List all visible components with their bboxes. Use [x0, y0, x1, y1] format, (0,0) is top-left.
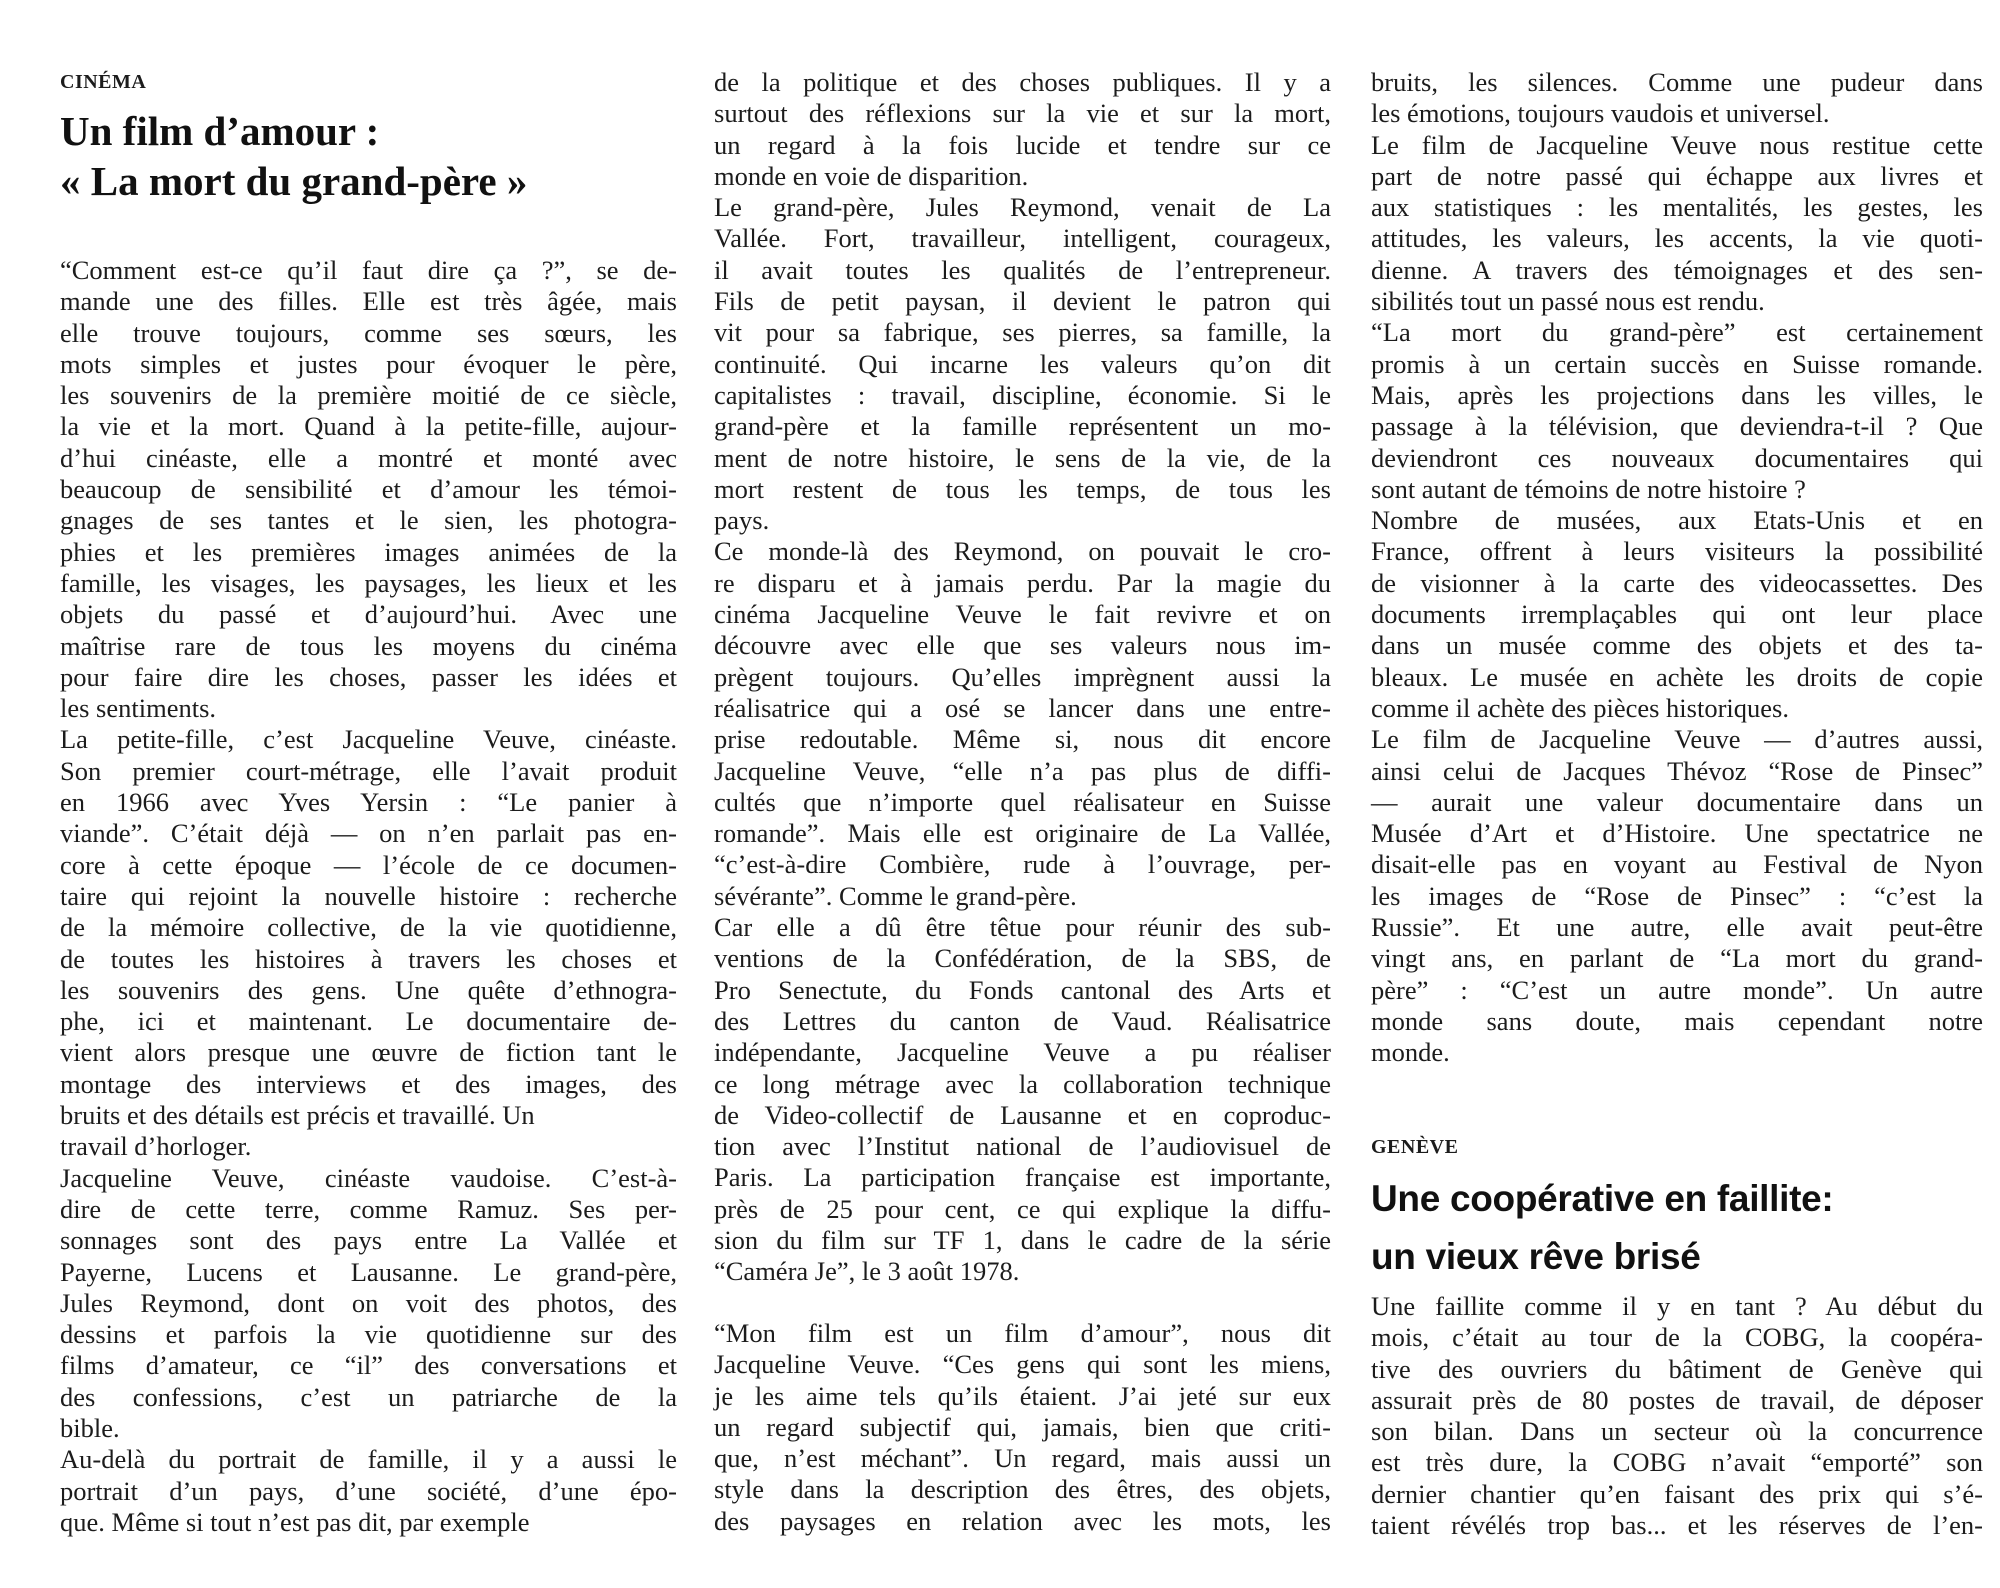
article-2-headline-line: Une coopérative en faillite:: [1371, 1178, 1834, 1219]
text-line: dernier chantier qu’en faisant des prix qui s’é-: [1371, 1478, 1983, 1509]
text-line: que. Même si tout n’est pas dit, par exemple: [60, 1506, 530, 1537]
article-2-headline: [1371, 1170, 1833, 1286]
text-line: films d’amateur, ce “il” des conversations et: [60, 1350, 677, 1381]
text-line: disait-elle pas en voyant au Festival de Nyon: [1371, 849, 1983, 880]
text-line: Paris. La participation française est importante,: [714, 1162, 1331, 1193]
text-line: “Comment est-ce qu’il faut dire ça ?”, se de-: [60, 255, 677, 285]
article-1-body-col-2: [714, 67, 1331, 1288]
text-line: capitalistes : travail, discipline, économie. Si le: [714, 379, 1331, 410]
text-line: sibilités tout un passé nous est rendu.: [1371, 286, 1765, 317]
article-1-body-col-3: [1371, 67, 1983, 1069]
text-line: re disparu et à jamais perdu. Par la magie du: [714, 567, 1331, 598]
text-line: vit pour sa fabrique, ses pierres, sa famille, la: [714, 317, 1331, 348]
text-line: “c’est-à-dire Combière, rude à l’ouvrage, per-: [714, 849, 1331, 880]
text-line: “Mon film est un film d’amour”, nous dit: [714, 1318, 1331, 1348]
text-line: indépendante, Jacqueline Veuve a pu réaliser: [714, 1037, 1331, 1068]
text-line: des confessions, c’est un patriarche de la: [60, 1381, 677, 1412]
article-2-headline-line: un vieux rêve brisé: [1371, 1236, 1701, 1277]
text-line: un regard subjectif qui, jamais, bien que criti-: [714, 1411, 1331, 1442]
text-line: près de 25 pour cent, ce qui explique la diffu-: [714, 1193, 1331, 1224]
text-line: les souvenirs des gens. Une quête d’ethnogra-: [60, 974, 677, 1005]
text-line: continuité. Qui incarne les valeurs qu’on dit: [714, 348, 1331, 379]
text-line: attitudes, les valeurs, les accents, la vie quoti-: [1371, 223, 1983, 254]
text-line: monde.: [1371, 1037, 1450, 1068]
text-line: Nombre de musées, aux Etats-Unis et en: [1371, 505, 1983, 536]
text-line: core à cette époque — l’école de ce documen-: [60, 849, 677, 880]
article-1-headline-line: « La mort du grand-père »: [60, 158, 528, 204]
text-line: père” : “C’est un autre monde”. Un autre: [1371, 974, 1983, 1005]
text-line: de visionner à la carte des videocassettes. Des: [1371, 567, 1983, 598]
text-line: deviendront ces nouveaux documentaires qui: [1371, 442, 1983, 473]
text-line: les images de “Rose de Pinsec” : “c’est la: [1371, 880, 1983, 911]
text-line: réalisatrice qui a osé se lancer dans une entre-: [714, 692, 1331, 723]
text-line: en 1966 avec Yves Yersin : “Le panier à: [60, 787, 677, 818]
text-line: travail d’horloger.: [60, 1131, 252, 1162]
text-line: Le grand-père, Jules Reymond, venait de La: [714, 192, 1331, 223]
text-line: pays.: [714, 505, 770, 536]
text-line: viande”. C’était déjà — on n’en parlait pas en-: [60, 818, 677, 849]
text-line: portrait d’un pays, d’une société, d’une épo-: [60, 1475, 677, 1506]
text-line: Russie”. Et une autre, elle avait peut-être: [1371, 912, 1983, 943]
article-1-headline-line: Un film d’amour :: [60, 108, 380, 154]
text-line: Vallée. Fort, travailleur, intelligent, courageux,: [714, 223, 1331, 254]
text-line: “La mort du grand-père” est certainement: [1371, 317, 1983, 348]
text-line: Jacqueline Veuve, cinéaste vaudoise. C’est-à-: [60, 1162, 677, 1193]
text-line: je les aime tels qu’ils étaient. J’ai jeté sur eux: [714, 1380, 1331, 1411]
text-line: que, n’est méchant”. Un regard, mais aussi un: [714, 1443, 1331, 1474]
text-line: sonnages sont des pays entre La Vallée et: [60, 1225, 677, 1256]
text-line: documents irremplaçables qui ont leur place: [1371, 599, 1983, 630]
text-line: sion du film sur TF 1, dans le cadre de la série: [714, 1224, 1331, 1255]
text-line: Le film de Jacqueline Veuve — d’autres aussi,: [1371, 724, 1983, 755]
text-line: vient alors presque une œuvre de fiction tant le: [60, 1037, 677, 1068]
text-line: Ce monde-là des Reymond, on pouvait le cro-: [714, 536, 1331, 567]
text-line: grand-père et la famille représentent un mo-: [714, 411, 1331, 442]
text-line: France, offrent à leurs visiteurs la possibilité: [1371, 536, 1983, 567]
text-line: des Lettres du canton de Vaud. Réalisatrice: [714, 1005, 1331, 1036]
text-line: Payerne, Lucens et Lausanne. Le grand-père,: [60, 1256, 677, 1287]
text-line: bruits, les silences. Comme une pudeur dans: [1371, 67, 1983, 97]
section-label-geneve: GENÈVE: [1371, 1136, 1459, 1158]
article-2-body: [1371, 1291, 1983, 1541]
text-line: est très dure, la COBG n’avait “emporté” son: [1371, 1447, 1983, 1478]
text-line: ment de notre histoire, le sens de la vie, de la: [714, 442, 1331, 473]
text-line: de la mémoire collective, de la vie quotidienne,: [60, 912, 677, 943]
text-line: bruits et des détails est précis et travaillé. Un: [60, 1100, 535, 1131]
text-line: taient révélés trop bas... et les réserves de l’en-: [1371, 1510, 1983, 1541]
text-line: Musée d’Art et d’Histoire. Une spectatrice ne: [1371, 818, 1983, 849]
text-line: sévérante”. Comme le grand-père.: [714, 880, 1077, 911]
text-line: un regard à la fois lucide et tendre sur ce: [714, 129, 1331, 160]
text-line: Fils de petit paysan, il devient le patron qui: [714, 286, 1331, 317]
text-line: famille, les visages, les paysages, les lieux et les: [60, 567, 677, 598]
text-line: mots simples et justes pour évoquer le père,: [60, 348, 677, 379]
text-line: monde en voie de disparition.: [714, 160, 1029, 191]
text-line: maîtrise rare de tous les moyens du cinéma: [60, 630, 677, 661]
text-line: sont autant de témoins de notre histoire ?: [1371, 473, 1806, 504]
text-line: cultés que n’importe quel réalisateur en Suisse: [714, 786, 1331, 817]
text-line: tive des ouvriers du bâtiment de Genève qui: [1371, 1353, 1983, 1384]
text-line: passage à la télévision, que deviendra-t-il ? Que: [1371, 411, 1983, 442]
text-line: dire de cette terre, comme Ramuz. Ses per-: [60, 1193, 677, 1224]
text-line: gnages de ses tantes et le sien, les photogra-: [60, 505, 677, 536]
text-line: dienne. A travers des témoignages et des sen-: [1371, 254, 1983, 285]
text-line: montage des interviews et des images, des: [60, 1068, 677, 1099]
text-line: Une faillite comme il y en tant ? Au début du: [1371, 1291, 1983, 1321]
text-line: mande une des filles. Elle est très âgée, mais: [60, 286, 677, 317]
text-line: Son premier court-métrage, elle l’avait produit: [60, 755, 677, 786]
text-line: ventions de la Confédération, de la SBS, de: [714, 943, 1331, 974]
text-line: Jacqueline Veuve, “elle n’a pas plus de diffi-: [714, 755, 1331, 786]
text-line: dessins et parfois la vie quotidienne sur des: [60, 1319, 677, 1350]
text-line: Jules Reymond, dont on voit des photos, des: [60, 1287, 677, 1318]
text-line: de toutes les histoires à travers les choses et: [60, 943, 677, 974]
text-line: des paysages en relation avec les mots, les: [714, 1505, 1331, 1536]
text-line: Pro Senectute, du Fonds cantonal des Arts et: [714, 974, 1331, 1005]
text-line: romande”. Mais elle est originaire de La Vallée,: [714, 818, 1331, 849]
text-line: bleaux. Le musée en achète les droits de copie: [1371, 661, 1983, 692]
text-line: prègent toujours. Qu’elles imprègnent aussi la: [714, 661, 1331, 692]
text-line: La petite-fille, c’est Jacqueline Veuve, cinéaste.: [60, 724, 677, 755]
text-line: d’hui cinéaste, elle a montré et monté avec: [60, 442, 677, 473]
text-line: la vie et la mort. Quand à la petite-fille, aujour-: [60, 411, 677, 442]
text-line: surtout des réflexions sur la vie et sur la mort,: [714, 98, 1331, 129]
text-line: assurait près de 80 postes de travail, de déposer: [1371, 1384, 1983, 1415]
text-line: bible.: [60, 1412, 120, 1443]
article-1-body-col-1: [60, 255, 677, 1538]
text-line: promis à un certain succès en Suisse romande.: [1371, 348, 1983, 379]
text-line: découvre avec elle que ses valeurs nous im-: [714, 630, 1331, 661]
text-line: les émotions, toujours vaudois et universel.: [1371, 98, 1830, 129]
text-line: phe, ici et maintenant. Le documentaire de-: [60, 1006, 677, 1037]
text-line: “Caméra Je”, le 3 août 1978.: [714, 1256, 1020, 1287]
text-line: mort restent de tous les temps, de tous les: [714, 473, 1331, 504]
text-line: Car elle a dû être têtue pour réunir des sub-: [714, 912, 1331, 943]
text-line: phies et les premières images animées de la: [60, 536, 677, 567]
text-line: pour faire dire les choses, passer les idées et: [60, 661, 677, 692]
text-line: les sentiments.: [60, 693, 217, 724]
text-line: prise redoutable. Même si, nous dit encore: [714, 724, 1331, 755]
text-line: dans un musée comme des objets et des ta-: [1371, 630, 1983, 661]
text-line: ainsi celui de Jacques Thévoz “Rose de Pinsec”: [1371, 755, 1983, 786]
article-1-headline: [60, 106, 527, 206]
text-line: Mais, après les projections dans les villes, le: [1371, 379, 1983, 410]
text-line: monde sans doute, mais cependant notre: [1371, 1005, 1983, 1036]
text-line: comme il achète des pièces historiques.: [1371, 692, 1789, 723]
text-line: mois, c’était au tour de la COBG, la coopéra-: [1371, 1322, 1983, 1353]
section-label-cinema: CINÉMA: [60, 71, 147, 93]
text-line: — aurait une valeur documentaire dans un: [1371, 786, 1983, 817]
text-line: taire qui rejoint la nouvelle histoire : recherche: [60, 880, 677, 911]
text-line: aux statistiques : les mentalités, les gestes, les: [1371, 192, 1983, 223]
text-line: de Video-collectif de Lausanne et en coproduc-: [714, 1099, 1331, 1130]
text-line: Jacqueline Veuve. “Ces gens qui sont les miens,: [714, 1349, 1331, 1380]
text-line: elle trouve toujours, comme ses sœurs, les: [60, 317, 677, 348]
text-line: cinéma Jacqueline Veuve le fait revivre et on: [714, 599, 1331, 630]
text-line: vingt ans, en parlant de “La mort du grand-: [1371, 943, 1983, 974]
text-line: beaucoup de sensibilité et d’amour les témoi-: [60, 474, 677, 505]
text-line: Au-delà du portrait de famille, il y a aussi le: [60, 1444, 677, 1475]
text-line: il avait toutes les qualités de l’entrepreneur.: [714, 254, 1331, 285]
article-1-body-col-2-quote: [714, 1318, 1331, 1537]
text-line: tion avec l’Institut national de l’audiovisuel de: [714, 1131, 1331, 1162]
text-line: part de notre passé qui échappe aux livres et: [1371, 160, 1983, 191]
text-line: style dans la description des êtres, des objets,: [714, 1474, 1331, 1505]
text-line: Le film de Jacqueline Veuve nous restitue cette: [1371, 129, 1983, 160]
text-line: objets du passé et d’aujourd’hui. Avec une: [60, 599, 677, 630]
text-line: son bilan. Dans un secteur où la concurrence: [1371, 1416, 1983, 1447]
text-line: de la politique et des choses publiques. Il y a: [714, 67, 1331, 97]
text-line: les souvenirs de la première moitié de ce siècle,: [60, 380, 677, 411]
text-line: ce long métrage avec la collaboration technique: [714, 1068, 1331, 1099]
